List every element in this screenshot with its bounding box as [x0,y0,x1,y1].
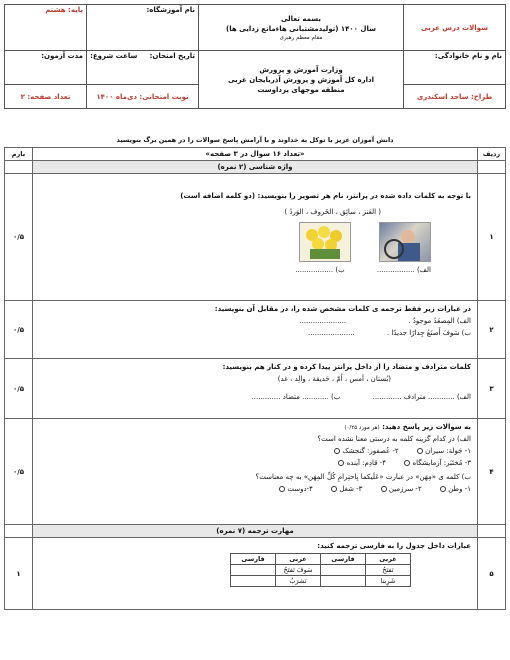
radio-circle [334,448,340,454]
question-number: ۲ [478,301,506,359]
part-b-text: ب) کلمه ی «مِهَن» در عبارت «عَلَیکما بِاحتِرامِ کُلِّ المِهَن» به چه معناست؟ [255,473,471,481]
trans-header: فارسی [231,554,276,565]
driver-image [379,222,431,262]
trans-header: فارسی [321,554,366,565]
arabic-cell: نَفتَحُ [366,565,411,576]
question-title: عبارات داخل جدول را به فارسی ترجمه کنید: [317,542,471,550]
radio-circle [417,448,423,454]
question-4 [33,419,478,525]
roses-image [299,222,351,262]
title-cell [199,5,404,51]
designer-cell [404,85,506,109]
page-count-cell [5,85,87,109]
radio-circle [404,460,410,466]
name-label: نام و نام خانوادگی: [434,52,502,60]
option-b4[interactable]: ۴-دوست [277,485,313,493]
exam-date-cell [87,51,199,85]
subject: سوالات درس عربی [421,23,488,32]
word-bank: ( العَنز ، سائِق ، الخَروف ، الوَردُ ) [284,208,381,216]
question-note: (هر مورد ۰/۲۵) [344,425,380,431]
question-2 [33,301,478,359]
option-a1[interactable]: ۱- جَولة: سیران [415,447,471,455]
question-score: ۰/۵ [5,359,33,419]
sentence-a: الف) المِصعَدُ موجودٌ . [408,317,471,325]
instructions: دانش آموزان عزیز با توکل به خداوند و با آرامش پاسخ سوالات را در همین برگ بنویسید [116,136,394,144]
district: منطقه موجهای پرداوست [257,85,345,94]
designer: طراح: ساجد اسکندری [416,92,493,101]
exam-turn-cell [87,85,199,109]
radio-circle [279,486,285,492]
sentence-b: ب) سَوفَ أَصنَعُ جِدارًا جدیدًا . [387,329,471,337]
question-1 [33,174,478,301]
ministry: وزارت آموزش و پرورش [259,65,343,74]
question-score: ۰/۵ [5,419,33,525]
subject-cell [404,5,506,51]
name-cell [404,51,506,85]
col-row-header: ردیف [478,148,506,161]
school-label: نام آموزشگاه: [146,6,195,14]
exam-header [4,4,506,109]
section-vocabulary: واژه شناسی (۲ نمره) [33,161,478,174]
question-number: ۴ [478,419,506,525]
col-score-header: بارم [5,148,33,161]
persian-answer-cell[interactable] [231,576,276,587]
part-a-text: الف) در کدام گزینه کلمه به درستی معنا نشده است؟ [317,435,471,443]
question-score: ۰/۵ [5,301,33,359]
answer-a-blank[interactable]: ..................... [299,317,347,325]
persian-answer-cell[interactable] [231,565,276,576]
persian-answer-cell[interactable] [321,565,366,576]
question-title: کلمات مترادف و متضاد را از داخل پرانتز پیدا کرده و در کنار هم بنویسید: [222,363,471,371]
region-office: اداره کل آموزش و پرورش آذربایجان غربی [227,75,375,84]
radio-circle [381,486,387,492]
option-b3[interactable]: ۳- شغل [329,485,362,493]
grade-cell [5,5,87,51]
answer-b-blank[interactable]: ..................... [308,329,355,337]
start-time-label: ساعت شروع: [90,52,138,60]
persian-answer-cell[interactable] [321,576,366,587]
radio-circle [331,486,337,492]
radio-circle [440,486,446,492]
translation-table [230,553,411,587]
exam-turn: نوبت امتحانی: دی‌ماه ۱۴۰۰ [96,92,189,101]
antonym-blank[interactable]: ب) ............ متضاد ............. [251,393,341,401]
title-line2: مقام معظم رهبری [279,34,323,41]
ministry-cell [199,51,404,109]
question-3 [33,359,478,419]
arabic-cell: سَوفَ نَفتَحُ [276,565,321,576]
option-a2[interactable]: ۲- عُصفور: گنجشک [332,447,399,455]
school-cell [87,5,199,51]
question-score: ۰/۵ [5,174,33,301]
duration-label: مدت آزمون: [41,52,83,60]
arabic-cell: شَرِبنا [366,576,411,587]
grade: پایه: هشتم [45,6,83,14]
basmala: بسمه تعالی [280,14,322,23]
question-title: به سوالات زیر پاسخ دهید: [382,423,471,431]
question-number: ۵ [478,538,506,610]
duration-cell [5,51,87,85]
question-number: ۱ [478,174,506,301]
question-title: با توجه به کلمات داده شده در پرانتز، نام هر تصویر را بنویسید: (دو کلمه اضافه است) [180,192,471,200]
question-title: در عبارات زیر فقط ترجمه ی کلمات مشخص شده را، در مقابل آن بنویسید: [214,305,471,313]
exam-date-label: تاریخ امتحان: [149,52,195,60]
answer-b-blank[interactable]: ب) ................. [295,266,345,274]
question-5 [33,538,478,610]
questions-table [4,147,506,610]
page-count: تعداد صفحه: ۲ [20,92,71,101]
trans-header: عربی [366,554,411,565]
question-score: ۱ [5,538,33,610]
title-line1: سال ۱۴۰۰ (تولیدمشتبانی هاءمانع زدایی ها) [226,24,376,33]
question-number: ۳ [478,359,506,419]
option-a4[interactable]: ۴- قادِم: آینده [336,459,386,467]
summary: «تعداد ۱۶ سوال در ۳ صفحه» [33,148,478,161]
option-b2[interactable]: ۲- سرزمین [379,485,422,493]
trans-header: عربی [276,554,321,565]
radio-circle [338,460,344,466]
option-b1[interactable]: ۱- وطن [438,485,471,493]
section-translation: مهارت ترجمه (۷ نمره) [33,525,478,538]
arabic-cell: نَشرَبُ [276,576,321,587]
option-a3[interactable]: ۳- مُختَبَر: آزمایشگاه [402,459,471,467]
answer-a-blank[interactable]: الف) ................. [376,266,431,274]
word-bank: (بُستان ، أمس ، اُمّ ، حَدیقة ، والِد ، غد) [277,375,391,383]
synonym-blank[interactable]: الف) ............ مترادف ............. [372,393,471,401]
